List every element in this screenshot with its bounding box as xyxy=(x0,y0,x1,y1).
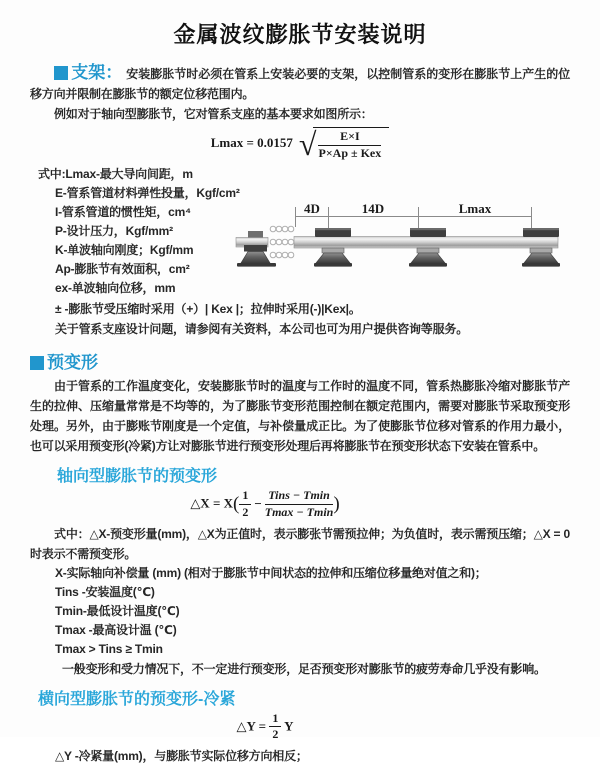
kex-sign-note: ± -膨胀节受压缩时采用（+）| Kex |；拉伸时采用(-)|Kex|。 xyxy=(55,302,361,316)
right-paren: ) xyxy=(333,493,340,515)
lateral-subheading: 横向型膨胀节的预变形-冷紧 xyxy=(38,690,236,708)
definition-item: P-设计压力，Kgf/mm² xyxy=(55,224,173,238)
sqrt-expression xyxy=(299,127,389,161)
definition-item: K-单波轴向刚度；Kgf/mm xyxy=(55,243,194,257)
axial-formula-lhs: △X = X xyxy=(190,495,233,511)
lateral-formula-rhs: Y xyxy=(284,717,294,733)
predeform-section-heading xyxy=(30,348,570,373)
definition-item: X-实际轴向补偿量 (mm) (相对于膨胀节中间状态的拉伸和压缩位移量绝对值之和)； xyxy=(55,565,487,580)
definition-item: Tmin-最低设计温度(℃) xyxy=(55,603,180,618)
definition-item: 式中:Lmax-最大导向间距，m xyxy=(38,167,193,181)
left-paren: ( xyxy=(233,493,240,515)
axial-explain-paragraph: 式中：△X-预变形量(mm)，△X为正值时，表示膨张节需预拉伸；为负值时，表示需预压缩；△X = 0时表示不需预变形。 xyxy=(30,526,570,561)
half-denominator: 2 xyxy=(272,727,279,742)
axial-definition-list xyxy=(30,564,570,659)
support-example-line: 例如对于轴向型膨胀节，它对管系支座的基本要求如图所示： xyxy=(54,107,373,121)
minus-operator: − xyxy=(254,496,262,512)
anchor-support xyxy=(237,231,276,267)
definition-item: ex-单波轴向位移，mm xyxy=(55,281,176,295)
dimension-labels xyxy=(304,201,492,216)
definition-item: Tmax -最高设计温 (℃) xyxy=(55,622,177,637)
predeform-paragraph: 由于管系的工作温度变化，安装膨胀节时的温度与工作时的温度不同，管系热膨胀冷缩对膨胀节产生的拉伸、压缩量常常是不均等的，为了膨胀节变形范围控制在额定范围内，需要对膨胀节采取预变形处理。另外，由于膨账节刚度是一个定值，与补偿量成正比。为了使膨胀节位移对管系的作用力最小，也可以采用预变形(冷紧)方让对膨胀节进行预变形处理后再将膨胀节在预变形状态下安装在管系中。 xyxy=(30,379,570,453)
section-square-icon xyxy=(30,356,44,370)
lateral-formula xyxy=(30,712,500,743)
definition-item: Ap-膨胀节有效面积，cm² xyxy=(55,262,190,276)
support-section-label: 支架： xyxy=(71,63,123,82)
axial-formula xyxy=(30,489,500,520)
service-note: 关于管系支座设计问题，请参阅有关资料，本公司也可为用户提供咨询等服务。 xyxy=(55,322,469,336)
support-intro-text: 安装膨胀节时必须在管系上安装必要的支架，以控制管系的变形在膨胀节上产生的位移方向并限制在膨胀节的额定位移范围内。 xyxy=(30,67,570,101)
dim-label-4d: 4D xyxy=(304,201,320,216)
lateral-note: △Y -冷紧量(mm)，与膨胀节实际位移方向相反； xyxy=(55,749,308,764)
half-denominator: 2 xyxy=(242,504,249,519)
pipe xyxy=(294,237,558,249)
half-numerator: 1 xyxy=(239,489,251,505)
dim-label-lmax: Lmax xyxy=(458,201,492,216)
axial-formula-numerator: Tins − Tmin xyxy=(265,489,334,505)
definition-item: Tins -安装温度(℃) xyxy=(55,584,155,599)
axial-subheading: 轴向型膨胀节的预变形 xyxy=(57,468,218,485)
dim-label-14d: 14D xyxy=(361,201,385,216)
definition-item: I-管系管道的惯性矩，cm⁴ xyxy=(55,205,191,219)
definition-item: Tmax > Tins ≥ Tmin xyxy=(55,641,163,656)
definition-item: E-管系管道材料弹性投量，Kgf/cm² xyxy=(55,186,240,200)
radical-sign-icon: √ xyxy=(298,126,317,162)
dimension-lines xyxy=(295,207,532,228)
axial-formula-denominator: Tmax − Tmin xyxy=(264,504,334,519)
axial-closing-note: 一般变形和受力情况下，不一定进行预变形，足否预变形对膨胀节的疲劳寿命几乎没有影响。 xyxy=(62,661,546,676)
lmax-formula-numerator: E×I xyxy=(318,130,381,146)
bellows-icon xyxy=(270,226,294,258)
lateral-formula-lhs: △Y = xyxy=(236,717,267,733)
lmax-formula-denominator: P×Ap ± Kex xyxy=(318,145,382,160)
definitions-and-diagram xyxy=(30,165,570,299)
predeform-heading-text: 预变形 xyxy=(47,353,98,372)
pipe-support-diagram xyxy=(233,199,568,279)
page-title: 金属波纹膨胀节安装说明 xyxy=(173,22,427,47)
support-intro-paragraph xyxy=(30,63,570,104)
section-square-icon xyxy=(54,66,68,80)
lmax-formula-lhs: Lmax = 0.0157 xyxy=(210,134,293,150)
lmax-formula xyxy=(30,127,570,161)
half-numerator: 1 xyxy=(269,712,281,728)
